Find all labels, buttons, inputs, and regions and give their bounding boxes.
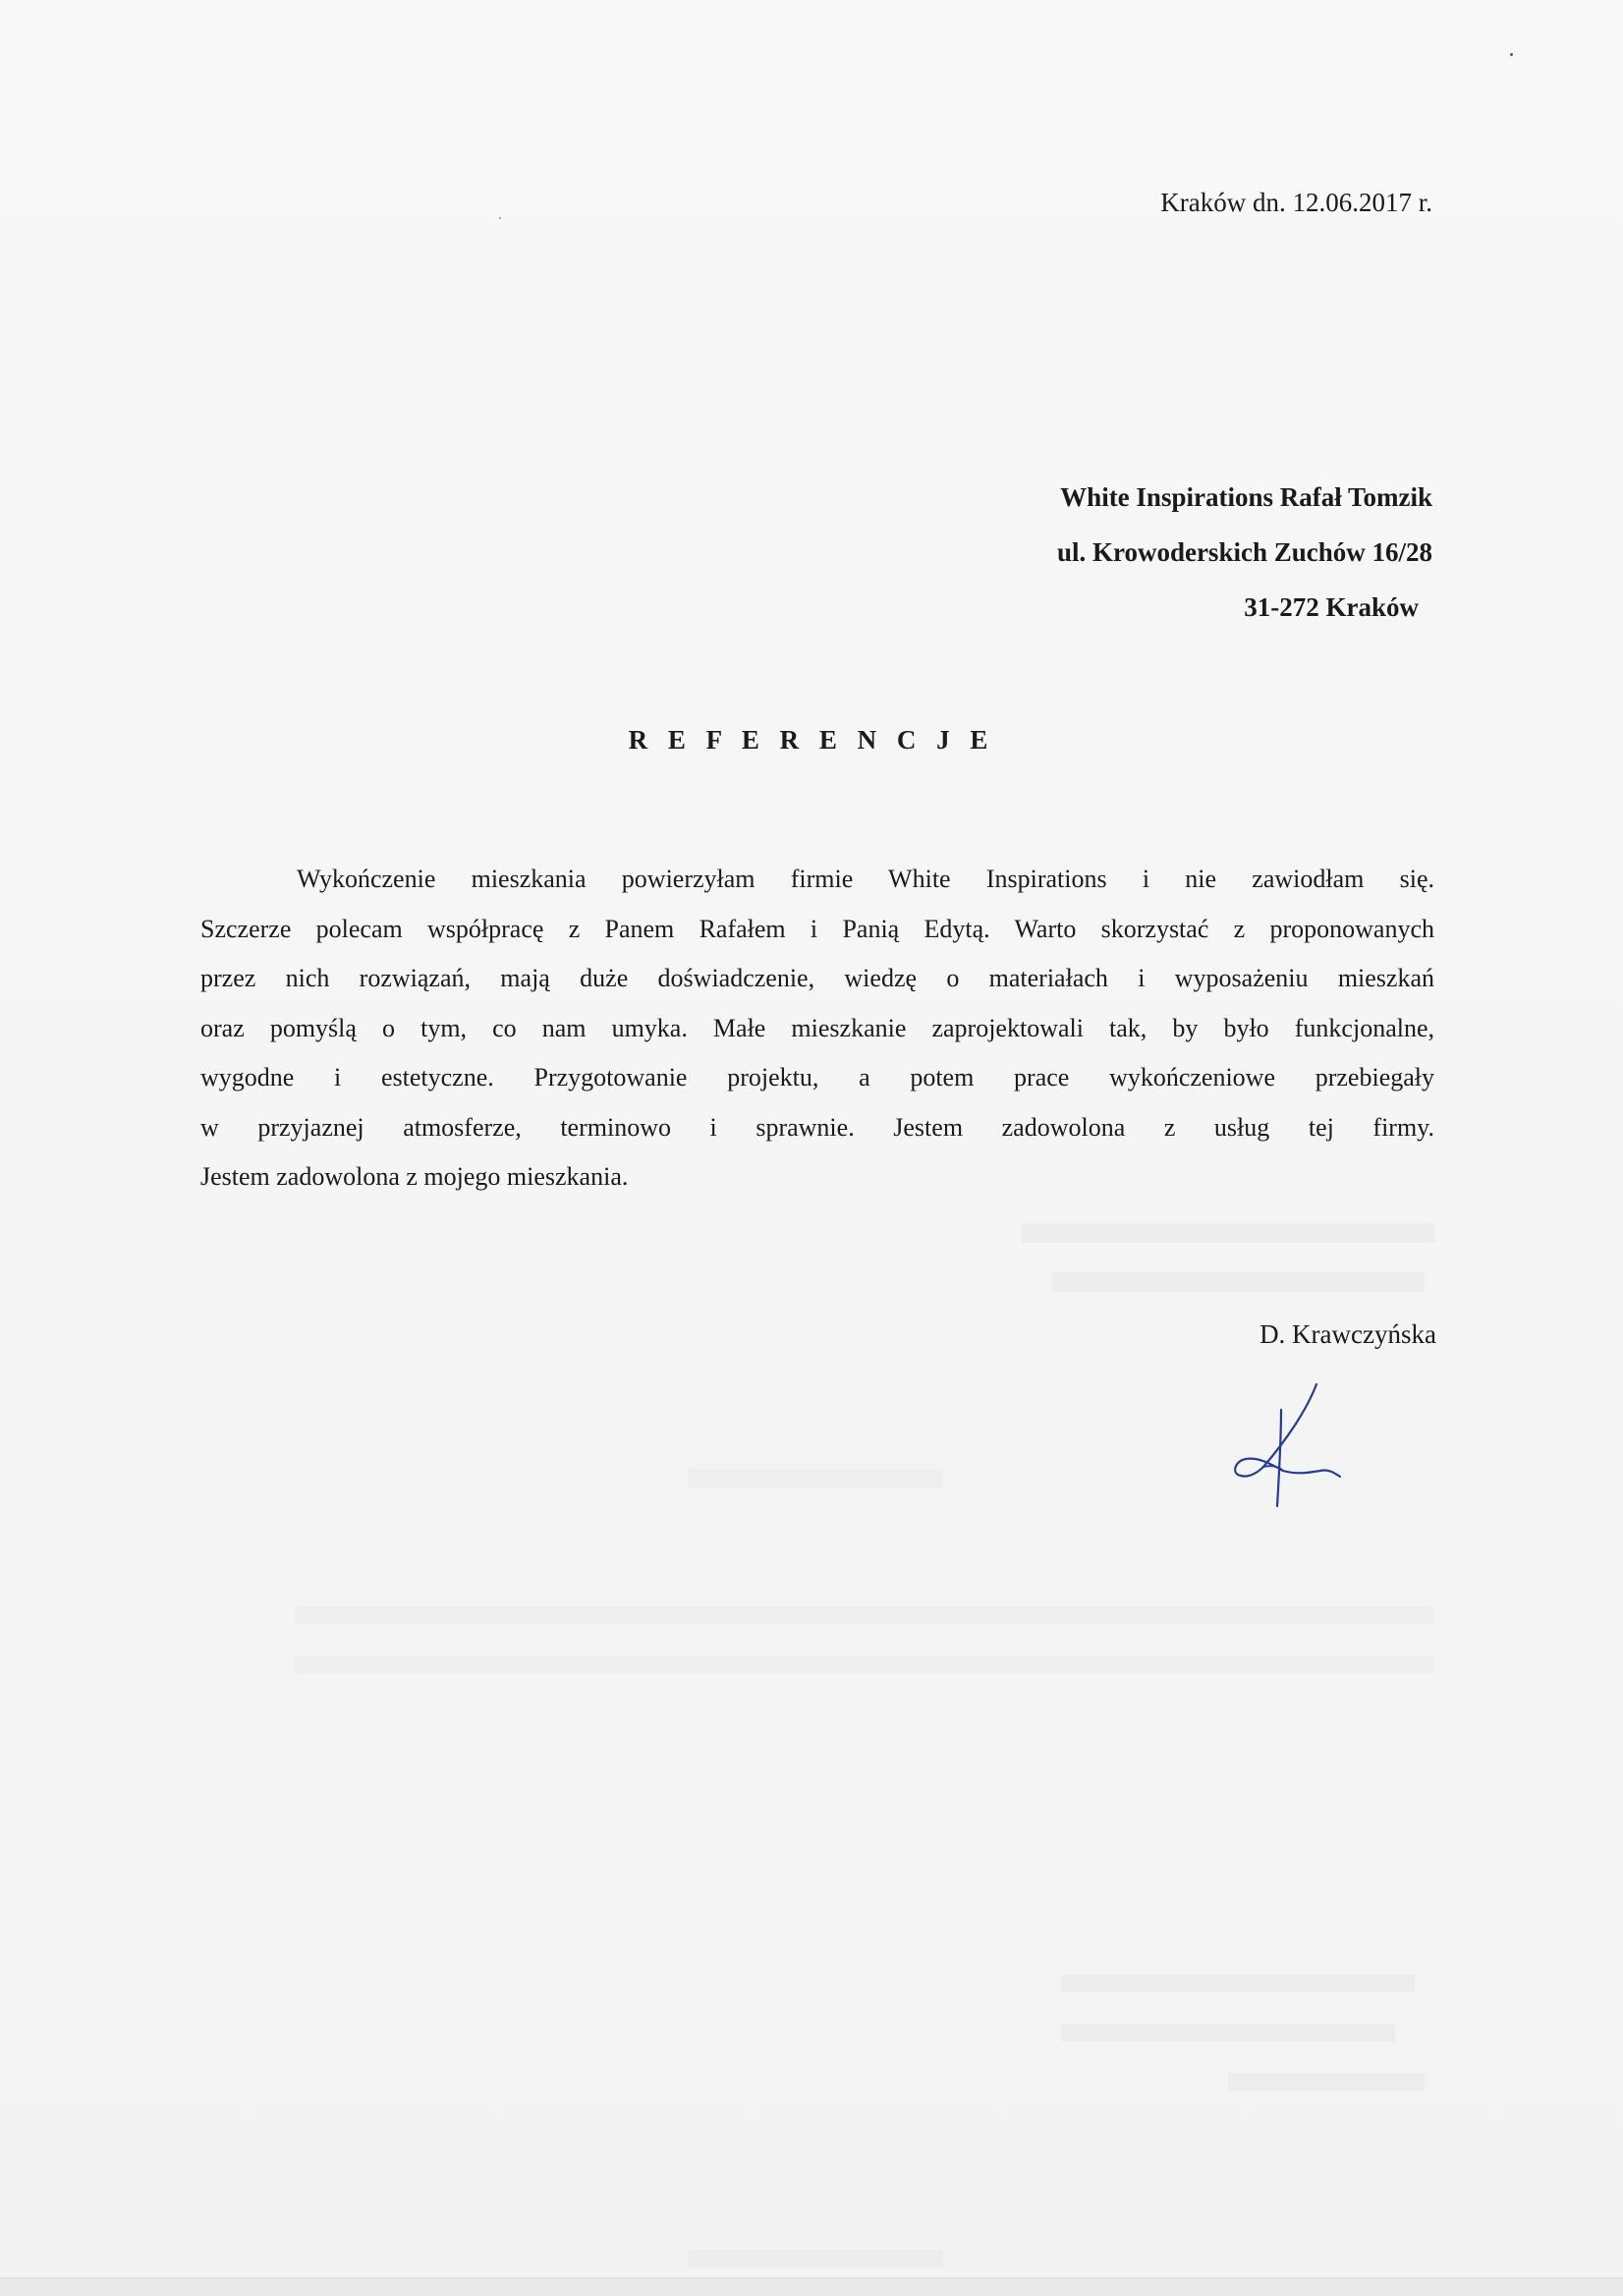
- scan-speck: [499, 217, 501, 219]
- body-line: wygodne i estetyczne. Przygotowanie projektu, a potem prace wykończeniowe przebiegały: [200, 1063, 1434, 1092]
- body-line: Wykończenie mieszkania powierzyłam firmie White Inspirations i nie zawiodłam się.: [297, 865, 1434, 893]
- reference-body: [200, 855, 1434, 1203]
- body-line: w przyjaznej atmosferze, terminowo i sprawnie. Jestem zadowolona z usług tej firmy.: [200, 1112, 1434, 1142]
- recipient-name: White Inspirations Rafał Tomzik: [1060, 482, 1432, 512]
- bleed-through-mark: [1051, 1272, 1425, 1292]
- bleed-through-mark: [1061, 1975, 1415, 1992]
- signer-name: D. Krawczyńska: [1259, 1319, 1436, 1349]
- body-line: Jestem zadowolona z mojego mieszkania.: [200, 1162, 629, 1191]
- handwritten-signature: [1228, 1380, 1346, 1513]
- recipient-address-block: [843, 470, 1432, 635]
- recipient-street: ul. Krowoderskich Zuchów 16/28: [1056, 537, 1432, 567]
- bleed-through-mark: [295, 1655, 1434, 1673]
- bleed-through-mark: [688, 1469, 943, 1488]
- date-line: Kraków dn. 12.06.2017 r.: [1160, 188, 1432, 217]
- body-line: Szczerze polecam współpracę z Panem Rafałem i Panią Edytą. Warto skorzystać z proponowanych: [200, 914, 1434, 943]
- bleed-through-mark: [1022, 1223, 1434, 1243]
- bleed-through-mark: [1061, 2024, 1395, 2042]
- recipient-city: 31-272 Kraków: [1244, 592, 1419, 622]
- scan-speck: [1510, 53, 1513, 56]
- bleed-through-mark: [295, 1606, 1434, 1624]
- bleed-through-mark: [1228, 2073, 1425, 2091]
- bleed-through-mark: [688, 2250, 943, 2268]
- body-line: oraz pomyślą o tym, co nam umyka. Małe mieszkanie zaprojektowali tak, by było funkcjonalne,: [200, 1013, 1434, 1042]
- body-line: przez nich rozwiązań, mają duże doświadczenie, wiedzę o materiałach i wyposażeniu mieszkań: [200, 964, 1434, 992]
- page-bottom-edge: [0, 2277, 1623, 2296]
- document-heading: R E F E R E N C J E: [628, 725, 995, 755]
